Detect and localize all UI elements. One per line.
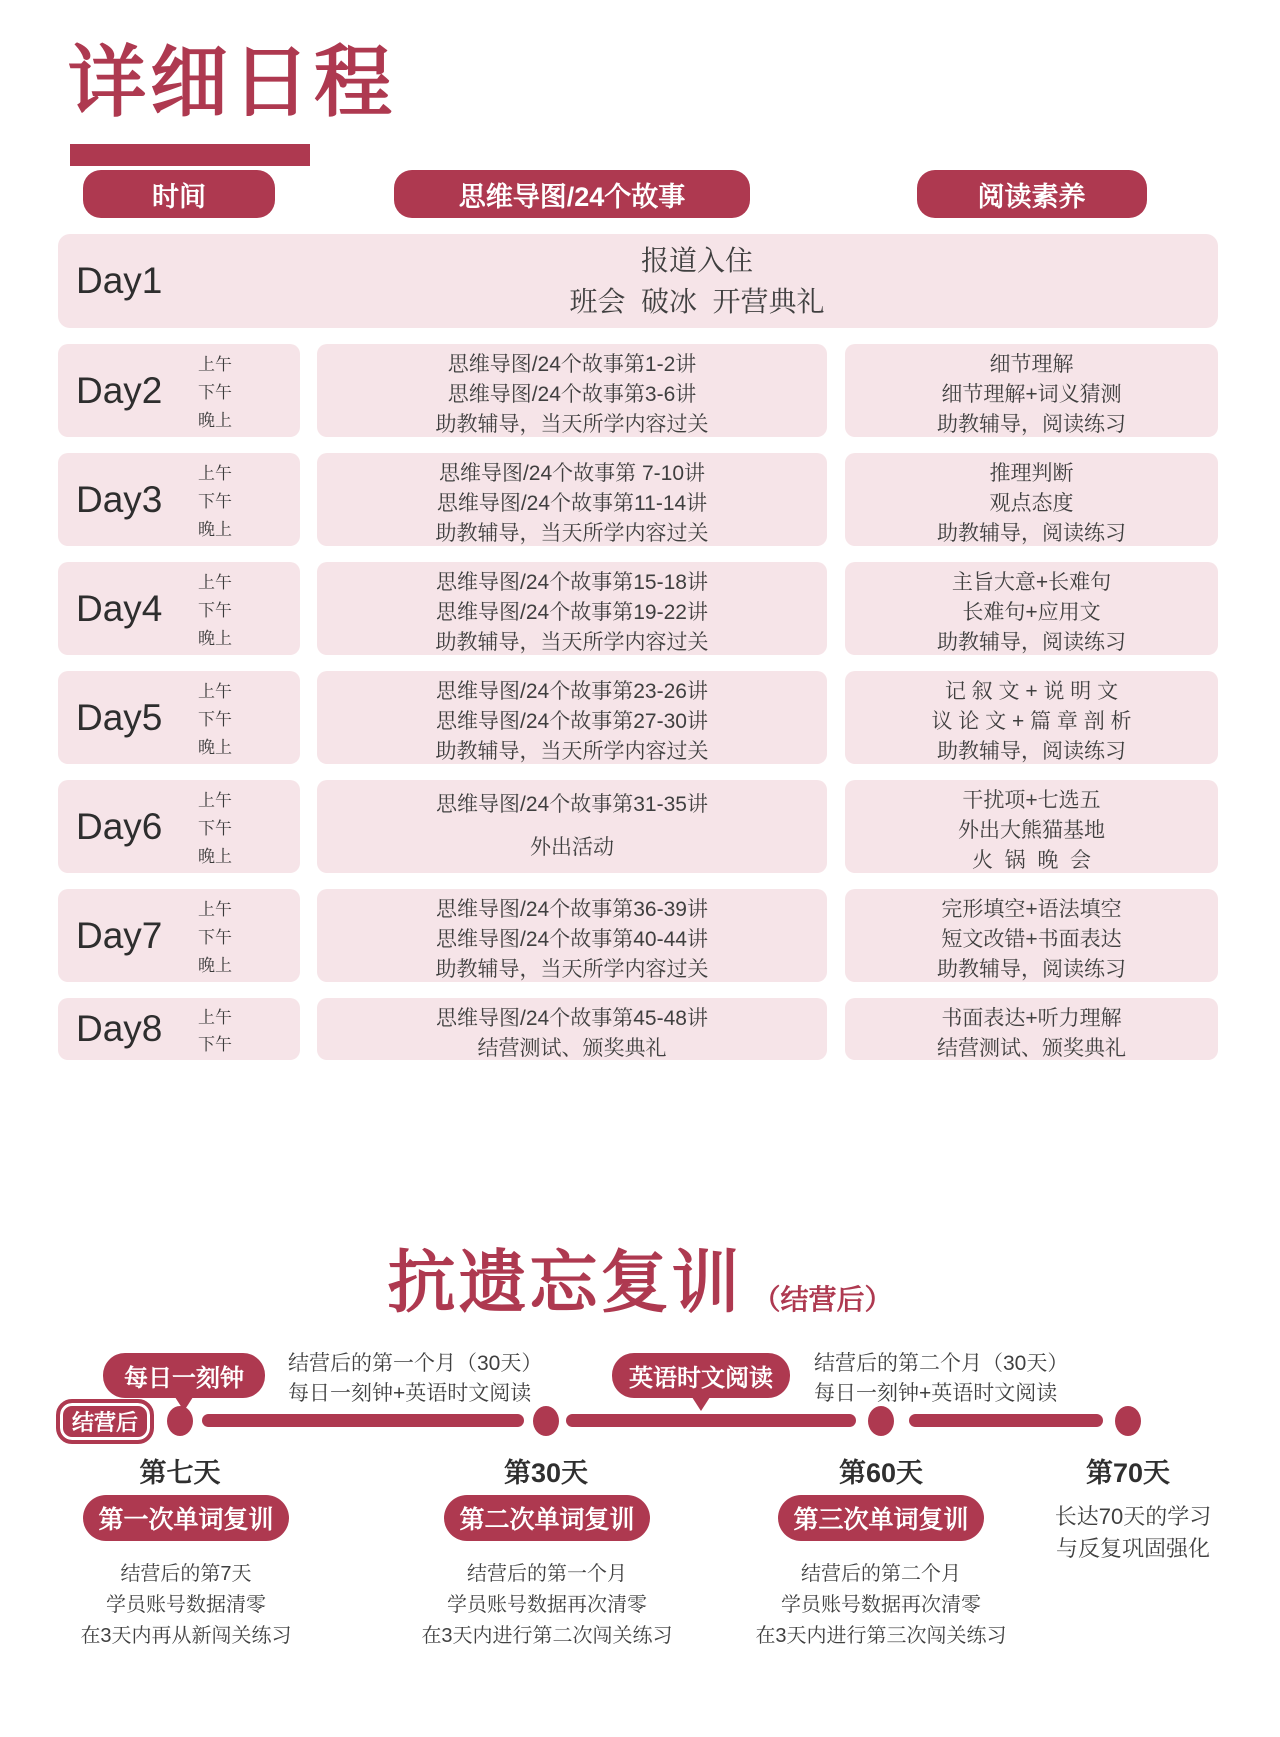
content-line: 思维导图/24个故事第11-14讲 xyxy=(436,492,708,515)
milestone-label: 第七天 xyxy=(139,1458,221,1488)
summary-text xyxy=(983,1501,1280,1565)
day-time-cell xyxy=(58,453,300,546)
daily-quarter-bubble-label: 每日一刻钟 xyxy=(124,1365,244,1392)
content-line: 完形填空+语法填空 xyxy=(941,898,1122,921)
stage-note-line: 在3天内进行第二次闯关练习 xyxy=(421,1625,673,1647)
time-slot-label: 下午 xyxy=(198,382,232,402)
mindmap-cell xyxy=(317,562,827,655)
time-slot-label: 下午 xyxy=(198,1035,232,1054)
timeline-dot xyxy=(533,1406,559,1436)
mindmap-cell xyxy=(317,780,827,873)
milestone-label: 第30天 xyxy=(503,1458,589,1488)
english-reading-bubble xyxy=(612,1353,790,1398)
time-slot-label: 晚上 xyxy=(198,956,232,976)
content-line: 思维导图/24个故事第36-39讲 xyxy=(436,898,708,921)
milestone-label: 第70天 xyxy=(1085,1458,1171,1488)
content-line: 思维导图/24个故事第27-30讲 xyxy=(436,710,708,733)
day-row xyxy=(58,998,1218,1060)
content-line: 助教辅导，当天所学内容过关 xyxy=(435,740,709,763)
content-line: 细节理解 xyxy=(989,353,1074,376)
content-line: 思维导图/24个故事第40-44讲 xyxy=(436,928,708,951)
time-slots xyxy=(176,671,254,764)
day-row xyxy=(58,562,1218,655)
day-time-cell xyxy=(58,889,300,982)
content-line: 助教辅导，当天所学内容过关 xyxy=(435,413,709,436)
time-slot-label: 晚上 xyxy=(198,738,232,758)
day-label: Day6 xyxy=(76,805,163,847)
content-line: 外出大熊猫基地 xyxy=(958,819,1105,842)
content-line: 火 锅 晚 会 xyxy=(971,849,1091,872)
time-slots xyxy=(176,889,254,982)
time-slot-label: 上午 xyxy=(198,681,232,701)
content-line: 思维导图/24个故事第19-22讲 xyxy=(436,601,708,624)
summary-line: 与反复巩固强化 xyxy=(1055,1536,1210,1561)
mindmap-cell xyxy=(317,453,827,546)
day-row xyxy=(58,671,1218,764)
title-underline xyxy=(70,144,310,166)
day-time-cell xyxy=(58,562,300,655)
content-line: 助教辅导，阅读练习 xyxy=(937,740,1126,763)
timeline-dot xyxy=(167,1406,193,1436)
schedule-table xyxy=(58,170,1218,1060)
note-line: 每日一刻钟+英语时文阅读 xyxy=(288,1382,532,1405)
content-line: 主旨大意+长难句 xyxy=(951,571,1112,594)
time-slot-label: 下午 xyxy=(198,927,232,947)
content-line: 思维导图/24个故事第45-48讲 xyxy=(436,1007,708,1030)
header-col-mindmap xyxy=(317,170,827,218)
time-slot-label: 上午 xyxy=(198,572,232,592)
stage-note-line: 结营后的第7天 xyxy=(120,1563,252,1585)
content-line: 助教辅导，阅读练习 xyxy=(937,522,1126,545)
content-line: 思维导图/24个故事第1-2讲 xyxy=(447,353,697,376)
day-row xyxy=(58,780,1218,873)
stage-pill: 第二次单词复训 xyxy=(444,1495,650,1541)
note-line: 结营后的第一个月（30天） xyxy=(288,1352,543,1375)
timeline-note-first-month xyxy=(288,1349,542,1409)
milestone-label: 第60天 xyxy=(838,1458,924,1488)
time-slot-label: 上午 xyxy=(198,463,232,483)
time-slot-label: 晚上 xyxy=(198,629,232,649)
time-slot-label: 上午 xyxy=(198,1008,232,1027)
time-slot-label: 晚上 xyxy=(198,520,232,540)
stage-pill: 第三次单词复训 xyxy=(778,1495,984,1541)
mindmap-cell xyxy=(317,998,827,1060)
content-line: 干扰项+七选五 xyxy=(962,789,1101,812)
timeline-segment xyxy=(909,1414,1103,1427)
stage-note-line: 学员账号数据再次清零 xyxy=(447,1594,647,1616)
review-title-suffix: （结营后） xyxy=(752,1284,893,1315)
stage-note xyxy=(387,1559,707,1652)
time-slot-label: 上午 xyxy=(198,899,232,919)
content-line: 思维导图/24个故事第31-35讲 xyxy=(436,793,708,817)
reading-cell xyxy=(845,562,1218,655)
time-slots xyxy=(176,344,254,437)
content-line: 助教辅导，阅读练习 xyxy=(937,413,1126,436)
note-line: 每日一刻钟+英语时文阅读 xyxy=(814,1382,1058,1405)
time-slot-label: 上午 xyxy=(198,354,232,374)
content-line: 助教辅导，当天所学内容过关 xyxy=(435,631,709,654)
schedule-header-row xyxy=(58,170,1218,218)
stage-note-line: 学员账号数据再次清零 xyxy=(781,1594,981,1616)
content-line: 推理判断 xyxy=(989,462,1074,485)
reading-cell xyxy=(845,780,1218,873)
content-line: 思维导图/24个故事第3-6讲 xyxy=(447,383,697,406)
header-col-reading xyxy=(845,170,1218,218)
stage-note-line: 结营后的第一个月 xyxy=(467,1563,627,1585)
column-header-time: 时间 xyxy=(83,170,275,218)
day-label: Day1 xyxy=(76,260,163,301)
day-time-cell xyxy=(58,671,300,764)
timeline-segment xyxy=(202,1414,524,1427)
time-slot-label: 下午 xyxy=(198,491,232,511)
mindmap-cell xyxy=(317,344,827,437)
reading-cell xyxy=(845,671,1218,764)
bubble-tail-icon xyxy=(690,1394,712,1411)
reading-cell xyxy=(845,344,1218,437)
content-line: 书面表达+听力理解 xyxy=(941,1007,1122,1030)
after-camp-pill: 结营后 xyxy=(56,1399,154,1444)
content-line: 助教辅导，当天所学内容过关 xyxy=(435,958,709,981)
content-line: 思维导图/24个故事第15-18讲 xyxy=(436,571,708,594)
day-label: Day8 xyxy=(76,1008,163,1049)
day-label: Day2 xyxy=(76,369,163,411)
schedule-day-rows xyxy=(58,344,1218,1060)
time-slot-label: 下午 xyxy=(198,818,232,838)
content-line: 思维导图/24个故事第 7-10讲 xyxy=(438,462,706,485)
day-time-cell xyxy=(58,998,300,1060)
time-slots xyxy=(176,453,254,546)
day1-row xyxy=(58,234,1218,328)
reading-cell xyxy=(845,998,1218,1060)
column-header-reading: 阅读素养 xyxy=(917,170,1147,218)
review-title xyxy=(0,1235,1280,1323)
content-line: 观点态度 xyxy=(989,492,1074,515)
day-time-cell xyxy=(58,344,300,437)
reading-cell xyxy=(845,889,1218,982)
day-label: Day7 xyxy=(76,914,163,956)
content-line: 思维导图/24个故事第23-26讲 xyxy=(436,680,708,703)
page-title: 详细日程 xyxy=(68,38,397,126)
content-line: 细节理解+词义猜测 xyxy=(941,383,1122,406)
timeline-segment xyxy=(566,1414,856,1427)
day-time-cell xyxy=(58,780,300,873)
english-reading-bubble-label: 英语时文阅读 xyxy=(629,1365,773,1392)
timeline-dot xyxy=(1115,1406,1141,1436)
content-line: 助教辅导，阅读练习 xyxy=(937,631,1126,654)
reading-cell xyxy=(845,453,1218,546)
day-label: Day3 xyxy=(76,478,163,520)
mindmap-cell xyxy=(317,671,827,764)
time-slots xyxy=(176,998,254,1060)
column-header-mindmap: 思维导图/24个故事 xyxy=(394,170,750,218)
stage-pill: 第一次单词复训 xyxy=(83,1495,289,1541)
note-line: 结营后的第二个月（30天） xyxy=(814,1352,1069,1375)
header-col-time xyxy=(58,170,300,218)
daily-quarter-bubble xyxy=(103,1353,265,1398)
review-title-text: 抗遗忘复训 xyxy=(387,1245,743,1321)
content-line: 记 叙 文 + 说 明 文 xyxy=(944,680,1119,703)
review-timeline xyxy=(0,1347,1280,1687)
time-slot-label: 上午 xyxy=(198,790,232,810)
content-line: 长难句+应用文 xyxy=(962,601,1101,624)
stage-note xyxy=(26,1559,346,1652)
time-slots xyxy=(176,780,254,873)
stage-note-line: 在3天内进行第三次闯关练习 xyxy=(755,1625,1007,1647)
stage-note-line: 在3天内再从新闯关练习 xyxy=(80,1625,292,1647)
timeline-dot xyxy=(868,1406,894,1436)
timeline-note-second-month xyxy=(814,1349,1068,1409)
content-line: 结营测试、颁奖典礼 xyxy=(937,1037,1126,1060)
stage-note-line: 学员账号数据清零 xyxy=(106,1594,266,1616)
day-row xyxy=(58,344,1218,437)
content-line: 助教辅导，当天所学内容过关 xyxy=(435,522,709,545)
time-slots xyxy=(176,562,254,655)
stage-note-line: 结营后的第二个月 xyxy=(801,1563,961,1585)
day-row xyxy=(58,453,1218,546)
content-line: 结营测试、颁奖典礼 xyxy=(477,1037,667,1060)
time-slot-label: 下午 xyxy=(198,600,232,620)
mindmap-cell xyxy=(317,889,827,982)
stage-note xyxy=(721,1559,1041,1652)
day-label: Day5 xyxy=(76,696,163,738)
day1-line2: 班会 破冰 开营典礼 xyxy=(569,286,825,317)
time-slot-label: 晚上 xyxy=(198,847,232,867)
day1-content xyxy=(176,240,1218,322)
content-line: 外出活动 xyxy=(530,835,614,859)
day-row xyxy=(58,889,1218,982)
time-slot-label: 晚上 xyxy=(198,411,232,431)
day1-line1: 报道入住 xyxy=(640,245,753,276)
time-slot-label: 下午 xyxy=(198,709,232,729)
content-line: 短文改错+书面表达 xyxy=(941,928,1122,951)
summary-line: 长达70天的学习 xyxy=(1054,1504,1212,1529)
day-label: Day4 xyxy=(76,587,163,629)
content-line: 议 论 文 + 篇 章 剖 析 xyxy=(931,710,1132,733)
content-line: 助教辅导，阅读练习 xyxy=(937,958,1126,981)
